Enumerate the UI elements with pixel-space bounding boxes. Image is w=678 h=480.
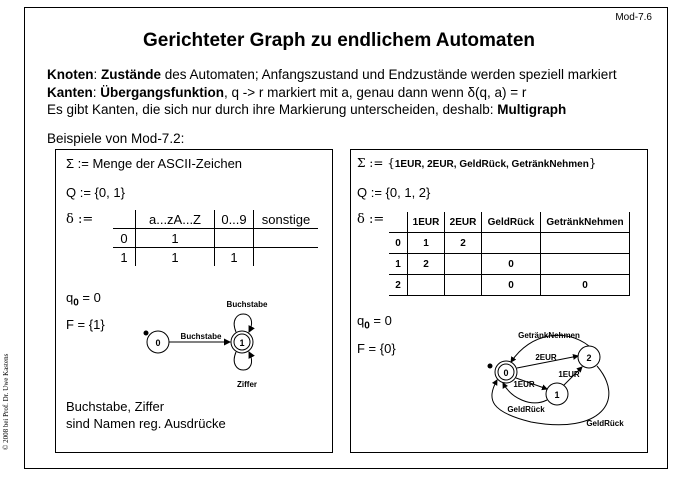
state-2-label: 2 (586, 353, 592, 363)
examples-heading: Beispiele von Mod-7.2: (47, 131, 185, 146)
term-knoten: Knoten (47, 67, 94, 82)
example-ascii-box (55, 149, 333, 453)
table-cell: 1 (408, 233, 445, 254)
value: = 0 (78, 290, 101, 305)
page-number: Mod-7.6 (615, 12, 652, 23)
edge-1eur-01-label: 1EUR (513, 380, 535, 389)
text: , q -> r markiert mit a, genau dann wenn δ(q, a) = r (224, 85, 527, 100)
edge-0-1-label: Buchstabe (180, 332, 222, 341)
sigma-suffix: } (588, 156, 597, 170)
table-header-cell: a...zA...Z (136, 210, 215, 229)
state-1-label: 1 (554, 390, 560, 400)
term-kanten: Kanten (47, 85, 93, 100)
q-symbol: q (66, 290, 74, 305)
edge-2eur-label: 2EUR (535, 353, 557, 362)
table-header-cell: 2EUR (445, 212, 482, 233)
sigma-set: 1EUR, 2EUR, GeldRück, GetränkNehmen (394, 159, 589, 170)
copyright: © 2008 bei Prof. Dr. Uwe Kastens (2, 353, 10, 450)
table-cell: 1 (136, 248, 215, 267)
state-set: Q := {0, 1, 2} (357, 185, 431, 200)
note-line-1: Buchstabe, Ziffer (66, 399, 165, 414)
table-header-cell: 1EUR (408, 212, 445, 233)
term-uebergangsfunktion: Übergangsfunktion (100, 85, 225, 100)
intro-line-multigraph (47, 102, 566, 117)
term-zustaende: Zustände (101, 67, 162, 82)
delta-label: δ := (66, 212, 94, 227)
table-header-cell: GetränkNehmen (541, 212, 630, 233)
state-1-label: 1 (239, 338, 245, 348)
intro-line-nodes (47, 67, 617, 82)
intro-line-edges (47, 85, 526, 100)
note-line-2: sind Namen reg. Ausdrücke (66, 416, 226, 431)
table-cell: 1 (215, 248, 254, 267)
table-cell: 0 (113, 229, 136, 248)
table-header-cell: sonstige (254, 210, 319, 229)
table-cell: 1 (120, 249, 128, 265)
edge-1-1-loop-top (234, 314, 251, 332)
edge-geld-10-label: GeldRück (507, 405, 545, 414)
table-cell: 1 (136, 229, 215, 248)
subscript: 0 (73, 297, 79, 309)
start-marker (144, 331, 149, 336)
table-header-cell: 0...9 (215, 210, 254, 229)
edge-getraenk-label: GetränkNehmen (518, 331, 580, 340)
table-cell: 1 (389, 254, 408, 275)
table-cell: 0 (482, 254, 541, 275)
value: = 0 (369, 313, 392, 328)
text: : (92, 85, 101, 100)
q-symbol: q (357, 313, 365, 328)
slide-title: Gerichteter Graph zu endlichem Automaten (142, 30, 536, 51)
text: Es gibt Kanten, die sich nur durch ihre Markierung unterscheiden, deshalb: (47, 102, 498, 117)
automaton-graph (351, 150, 649, 454)
table-cell: 2 (408, 254, 445, 275)
loop-top-label: Buchstabe (226, 300, 268, 309)
table-cell: 0 (541, 275, 630, 296)
table-cell: 2 (445, 233, 482, 254)
example-vending-box (350, 149, 648, 453)
state-0-label: 0 (155, 338, 161, 348)
term-multigraph: Multigraph (497, 102, 567, 117)
state-set: Q := {0, 1} (66, 185, 125, 200)
state-0-label: 0 (503, 368, 509, 378)
sigma-prefix: Σ := { (357, 156, 395, 170)
table-header-cell: GeldRück (482, 212, 541, 233)
start-marker (488, 364, 493, 369)
edge-1eur-12-label: 1EUR (558, 370, 580, 379)
table-cell: 0 (389, 233, 408, 254)
final-states: F = {0} (357, 341, 396, 356)
text: : (93, 67, 102, 82)
loop-bottom-label: Ziffer (237, 380, 257, 389)
table-cell: 0 (482, 275, 541, 296)
sigma-definition: Σ := Menge der ASCII-Zeichen (66, 156, 243, 171)
edge-geld-20-label: GeldRück (586, 419, 624, 428)
delta-label: δ := (357, 212, 385, 227)
edge-1-1-loop-bottom (234, 352, 251, 370)
text: des Automaten; Anfangszustand und Endzustände werden speziell markiert (161, 67, 617, 82)
subscript: 0 (364, 320, 370, 332)
table-cell: 2 (389, 275, 408, 296)
final-states: F = {1} (66, 317, 105, 332)
